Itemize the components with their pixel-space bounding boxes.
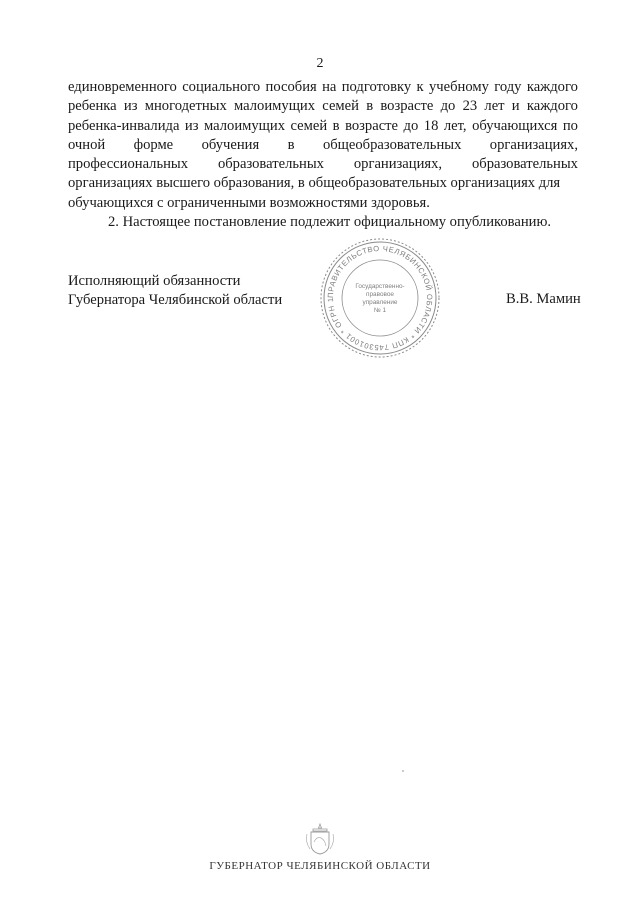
word: 18 bbox=[423, 117, 439, 134]
word: общеобразовательных bbox=[322, 136, 462, 153]
signer-position-line2: Губернатора Челябинской области bbox=[68, 292, 283, 309]
word: единовременного bbox=[68, 79, 177, 95]
signer-name: В.В. Мамин bbox=[506, 291, 581, 307]
word: возрасте bbox=[380, 98, 434, 115]
word: из bbox=[123, 98, 138, 115]
scan-speck bbox=[402, 770, 404, 772]
text-line bbox=[68, 97, 578, 116]
word: многодетных bbox=[144, 98, 227, 115]
word: до bbox=[403, 117, 419, 134]
word: году bbox=[494, 79, 522, 95]
word: до bbox=[440, 98, 456, 115]
svg-text:Государственно-: Государственно- bbox=[355, 283, 405, 290]
word: образовательных bbox=[471, 156, 578, 173]
word: лет bbox=[484, 98, 505, 115]
coat-of-arms-icon bbox=[304, 822, 336, 856]
word: каждого bbox=[526, 79, 578, 95]
svg-text:№ 1: № 1 bbox=[373, 307, 387, 314]
word: лет, bbox=[443, 117, 467, 134]
text-line: обучающихся с ограниченными возможностями здоровья. bbox=[68, 194, 430, 211]
word: организациях, bbox=[353, 156, 443, 173]
word: форме bbox=[133, 136, 174, 153]
word: обучающихся bbox=[472, 117, 558, 134]
word: к bbox=[416, 79, 424, 95]
word: по bbox=[562, 117, 578, 134]
word: организациях, bbox=[489, 136, 578, 153]
word: возрасте bbox=[345, 117, 399, 134]
word: 23 bbox=[462, 98, 478, 115]
word: ребенка-инвалида bbox=[68, 117, 180, 134]
word: образовательных bbox=[217, 156, 324, 173]
word: семей bbox=[322, 98, 359, 115]
footer-title: ГУБЕРНАТОР ЧЕЛЯБИНСКОЙ ОБЛАСТИ bbox=[209, 860, 431, 872]
text-line: организациях высшего образования, в общеобразовательных организациях для bbox=[68, 175, 561, 192]
signer-position-line1: Исполняющий обязанности bbox=[68, 273, 241, 289]
word: подготовку bbox=[341, 79, 412, 95]
signer-position bbox=[68, 272, 282, 311]
svg-text:управление: управление bbox=[362, 299, 398, 306]
word: из bbox=[184, 117, 199, 134]
word: пособия bbox=[265, 79, 317, 95]
paragraph-2: 2. Настоящее постановление подлежит официальному опубликованию. bbox=[108, 214, 552, 231]
word: профессиональных bbox=[68, 156, 189, 173]
word: семей bbox=[290, 117, 328, 134]
word: в bbox=[366, 98, 374, 115]
text-line-justified bbox=[68, 136, 578, 155]
word: ребенка bbox=[68, 98, 117, 115]
word: в bbox=[332, 117, 340, 134]
text-line-justified bbox=[68, 155, 578, 174]
word: малоимущих bbox=[204, 117, 286, 134]
word: каждого bbox=[526, 98, 578, 115]
word: очной bbox=[68, 136, 106, 153]
word: в bbox=[287, 136, 295, 153]
svg-text:правовое: правовое bbox=[366, 291, 394, 298]
page-number: 2 bbox=[316, 56, 324, 71]
word: социального bbox=[182, 79, 261, 95]
document-body bbox=[68, 78, 578, 232]
word: малоимущих bbox=[234, 98, 316, 115]
svg-text:ПРАВИТЕЛЬСТВО ЧЕЛЯБИНСКОЙ ОБЛА: ПРАВИТЕЛЬСТВО ЧЕЛЯБИНСКОЙ ОБЛАСТИ * КПП 745301001 * ОГРН 1 bbox=[325, 243, 435, 353]
word: и bbox=[511, 98, 520, 115]
word: на bbox=[322, 79, 337, 95]
word: обучения bbox=[201, 136, 260, 153]
text-line bbox=[68, 78, 578, 97]
stamp-icon bbox=[318, 236, 442, 360]
word: учебному bbox=[428, 79, 489, 95]
text-line bbox=[68, 117, 578, 136]
official-stamp bbox=[318, 236, 442, 360]
